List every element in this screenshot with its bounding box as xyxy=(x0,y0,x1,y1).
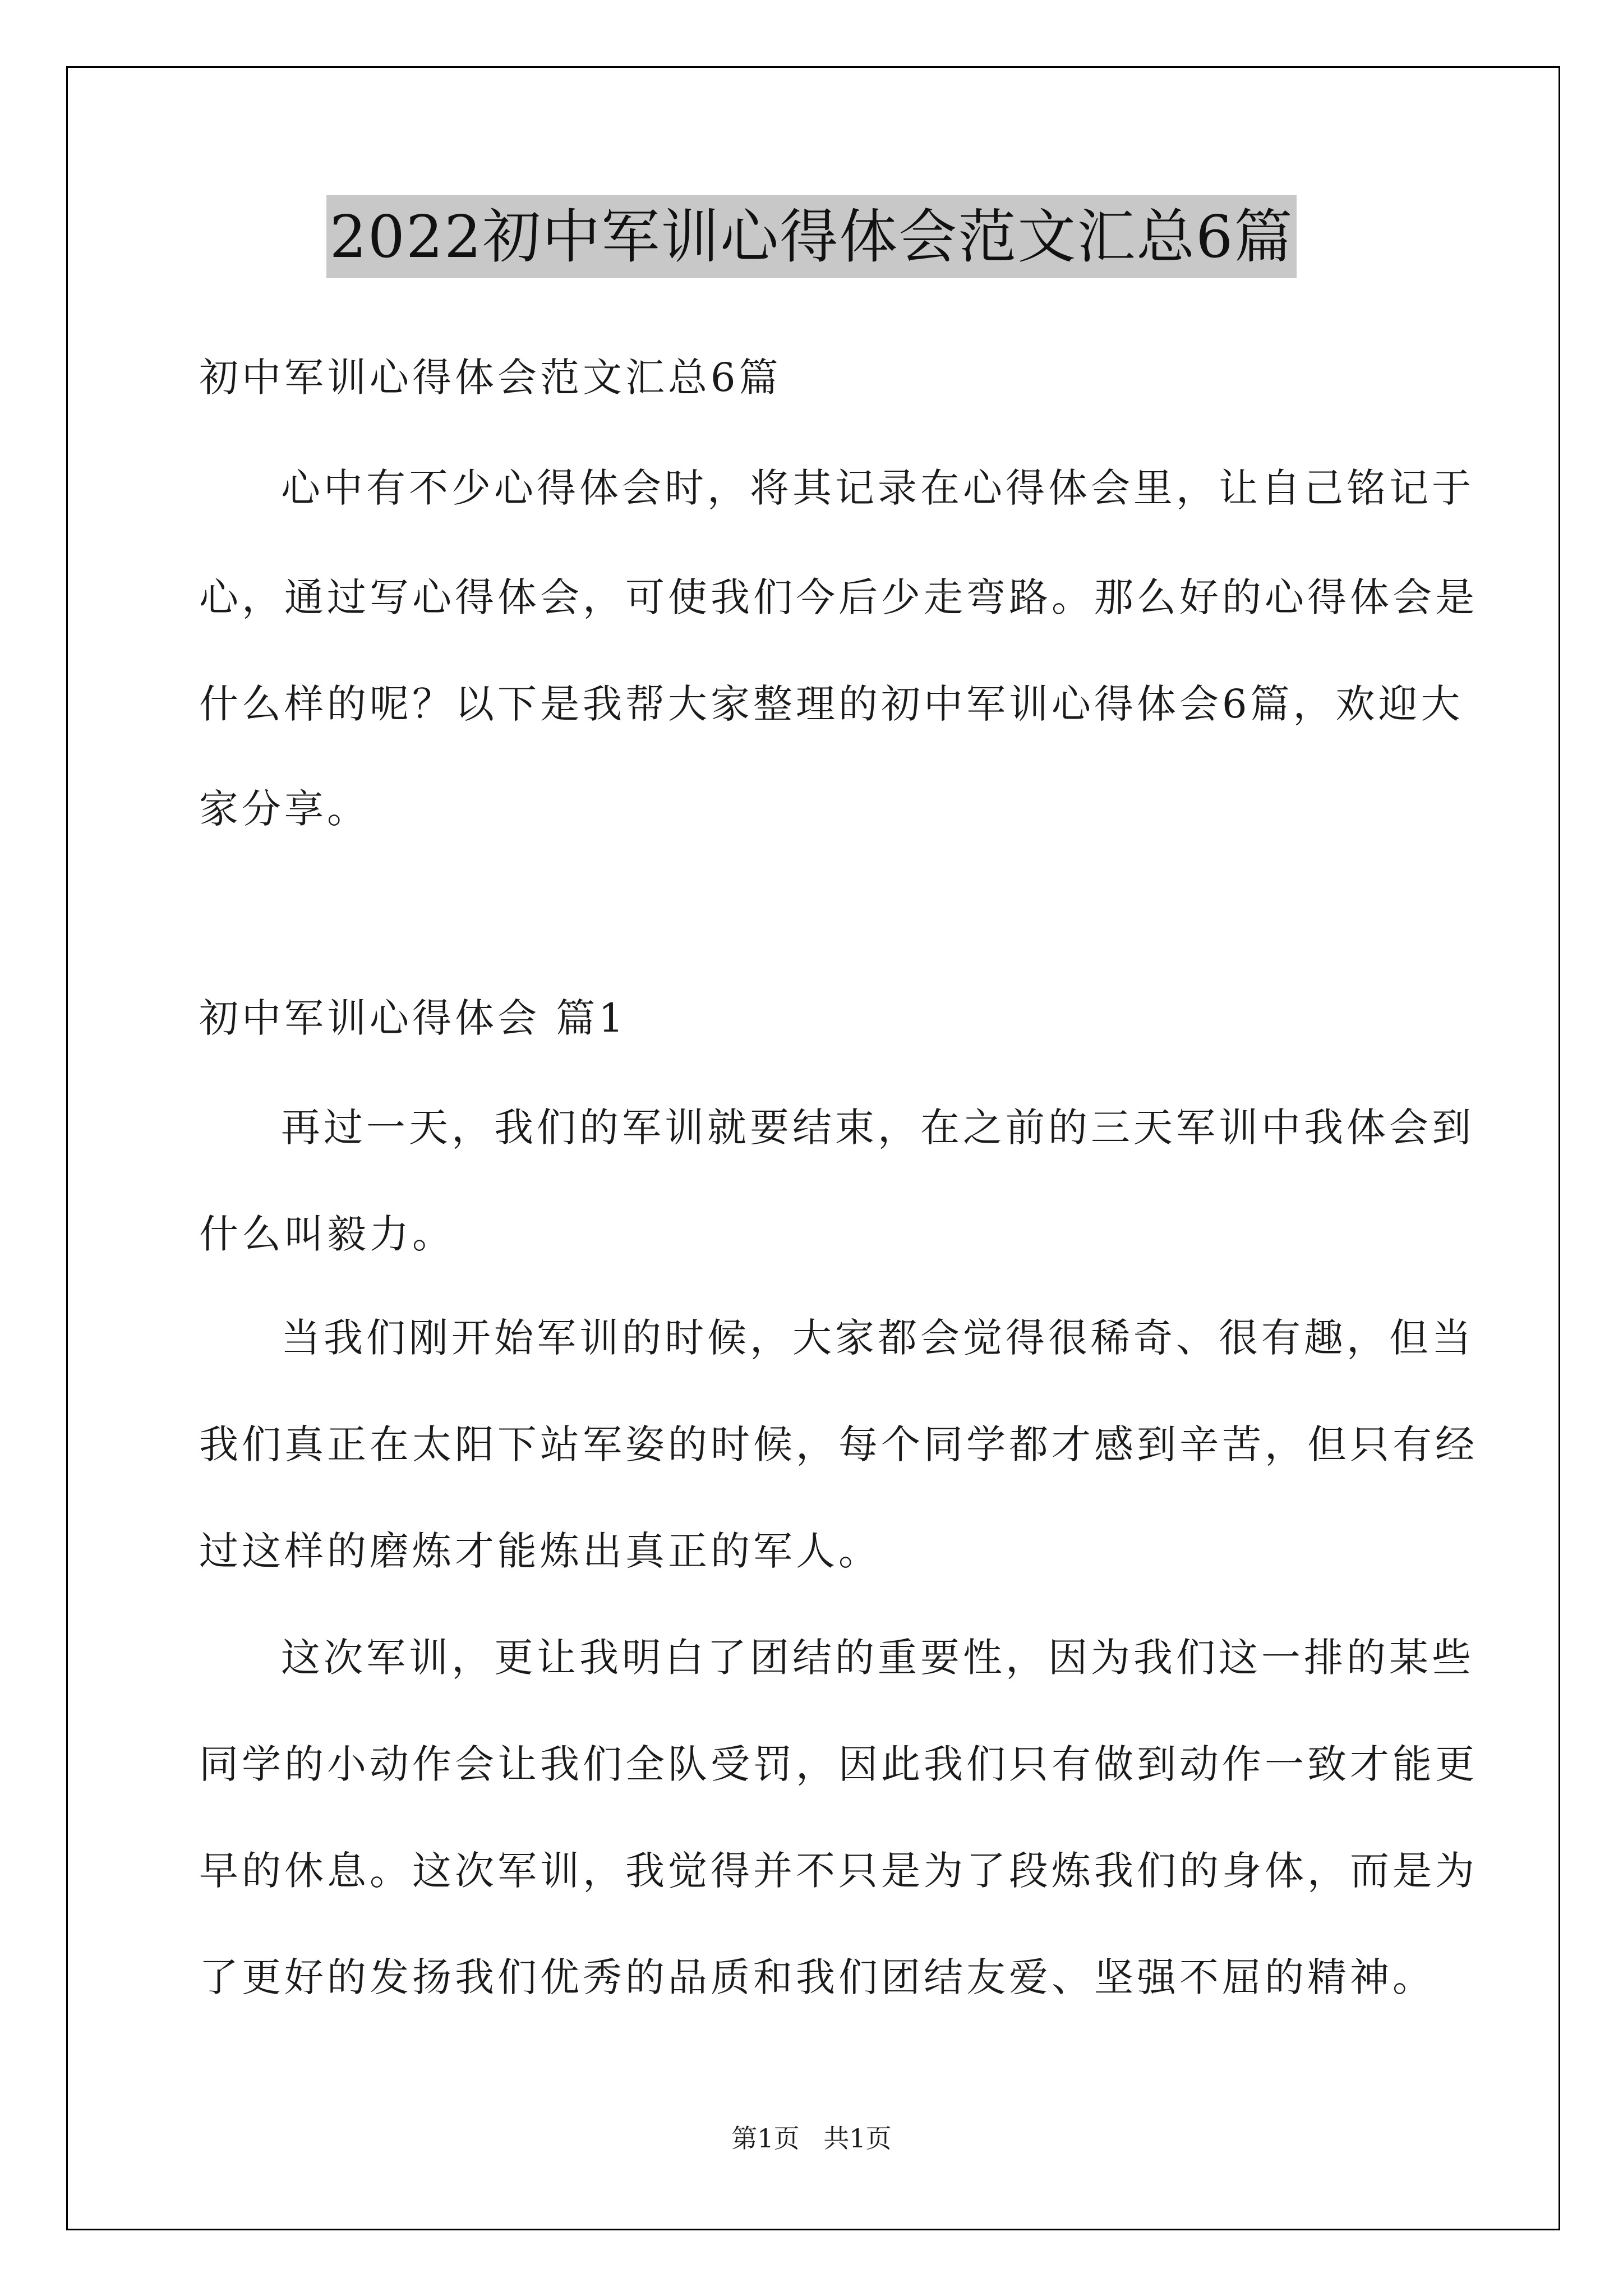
intro-line: 心，通过写心得体会，可使我们今后少走弯路。那么好的心得体会是 xyxy=(199,574,1478,620)
paragraph-line: 什么叫毅力。 xyxy=(199,1211,455,1257)
paragraph-line: 了更好的发扬我们优秀的品质和我们团结友爱、坚强不屈的精神。 xyxy=(199,1954,1435,2000)
page-number-current: 第1页 xyxy=(731,2123,800,2154)
document-title: 2022初中军训心得体会范文汇总6篇 xyxy=(326,195,1297,278)
paragraph-line: 这次军训，更让我明白了团结的重要性，因为我们这一排的某些 xyxy=(281,1635,1474,1681)
intro-line: 心中有不少心得体会时，将其记录在心得体会里，让自己铭记于 xyxy=(281,465,1474,511)
document-subtitle: 初中军训心得体会范文汇总6篇 xyxy=(199,355,782,401)
paragraph-line: 过这样的磨炼才能炼出真正的军人。 xyxy=(199,1528,881,1574)
page-footer xyxy=(0,2122,1623,2155)
intro-line: 什么样的呢？以下是我帮大家整理的初中军训心得体会6篇，欢迎大 xyxy=(199,681,1464,727)
paragraph-line: 当我们刚开始军训的时候，大家都会觉得很稀奇、很有趣，但当 xyxy=(281,1315,1474,1361)
section-heading: 初中军训心得体会 篇1 xyxy=(199,995,627,1041)
paragraph-line: 同学的小动作会让我们全队受罚，因此我们只有做到动作一致才能更 xyxy=(199,1741,1478,1787)
paragraph-line: 我们真正在太阳下站军姿的时候，每个同学都才感到辛苦，但只有经 xyxy=(199,1421,1478,1467)
paragraph-line: 再过一天，我们的军训就要结束，在之前的三天军训中我体会到 xyxy=(281,1105,1474,1151)
intro-line: 家分享。 xyxy=(199,786,370,832)
paragraph-line: 早的休息。这次军训，我觉得并不只是为了段炼我们的身体，而是为 xyxy=(199,1848,1478,1894)
title-container xyxy=(0,195,1623,278)
page-number-total: 共1页 xyxy=(823,2123,892,2154)
